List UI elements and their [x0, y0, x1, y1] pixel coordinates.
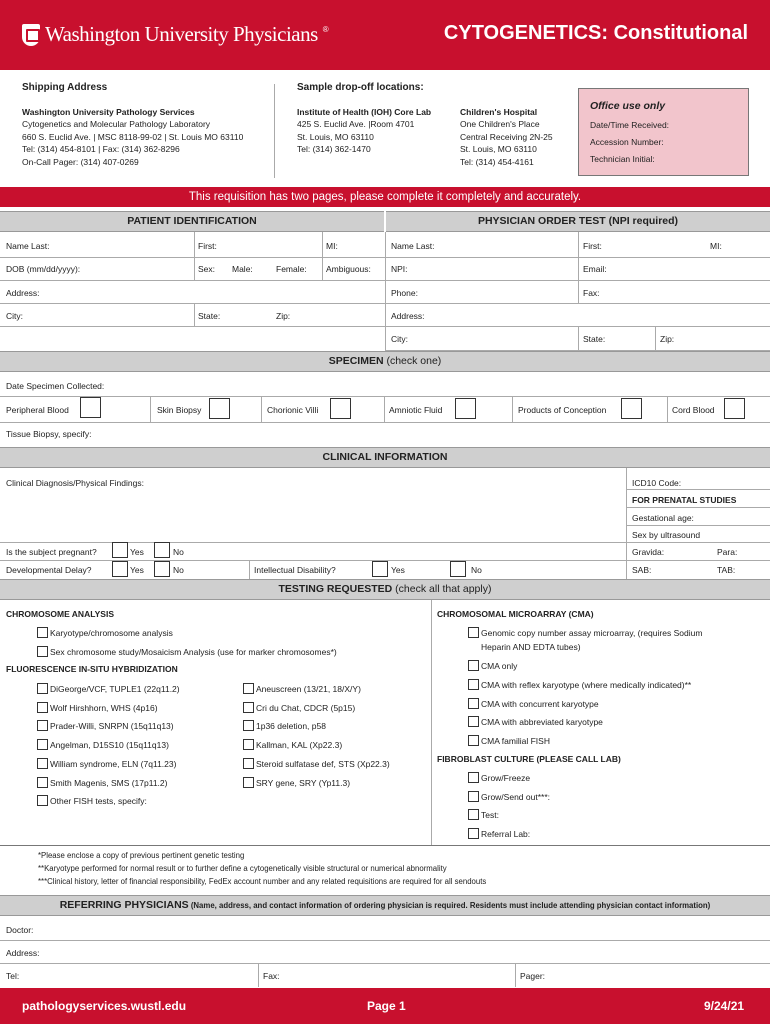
specimen-checkbox-3[interactable]: [455, 398, 476, 419]
specimen-checkbox-2[interactable]: [330, 398, 351, 419]
fish-left-checkbox-5[interactable]: [37, 777, 48, 788]
fish-heading: FLUORESCENCE IN-SITU HYBRIDIZATION: [6, 664, 178, 674]
fish-right-checkbox-0[interactable]: [243, 683, 254, 694]
logo-text: Washington University Physicians: [45, 22, 318, 46]
specimen-tissue[interactable]: Tissue Biopsy, specify:: [6, 429, 92, 439]
fish-left-label-3: Angelman, D15S10 (15q11q13): [50, 740, 169, 751]
clinical-gravida[interactable]: Gravida:: [632, 547, 665, 557]
physician-city[interactable]: City:: [391, 334, 408, 344]
cma-checkbox-2[interactable]: [468, 698, 479, 709]
specimen-type-2: Chorionic Villi: [267, 405, 319, 415]
intellectual-no-label: No: [471, 565, 482, 575]
pregnant-yes-label: Yes: [130, 547, 144, 557]
pregnant-yes-checkbox[interactable]: [112, 542, 128, 558]
ioh-name: Institute of Health (IOH) Core Lab: [297, 107, 432, 117]
ioh-line3: Tel: (314) 362-1470: [297, 144, 371, 154]
intellectual-no-checkbox[interactable]: [450, 561, 466, 577]
fish-left-label-1: Wolf Hirshhorn, WHS (4p16): [50, 702, 158, 713]
patient-address[interactable]: Address:: [6, 288, 40, 298]
clinical-para[interactable]: Para:: [717, 547, 738, 557]
patient-name-last[interactable]: Name Last:: [6, 241, 50, 251]
footer-page: Page 1: [367, 999, 406, 1013]
physician-heading: PHYSICIAN ORDER TEST (NPI required): [386, 211, 770, 232]
fish-left-label-2: Prader-Willi, SNRPN (15q11q13): [50, 721, 174, 732]
specimen-type-1: Skin Biopsy: [157, 405, 202, 415]
cma-label-2: CMA with concurrent karyotype: [481, 698, 599, 709]
logo: [22, 22, 329, 47]
fibroblast-heading: FIBROBLAST CULTURE (PLEASE CALL LAB): [437, 754, 621, 764]
physician-npi[interactable]: NPI:: [391, 264, 408, 274]
shipping-org: Washington University Pathology Services: [22, 107, 195, 117]
fib-label-3: Referral Lab:: [481, 828, 531, 839]
fib-checkbox-3[interactable]: [468, 828, 479, 839]
fish-right-checkbox-4[interactable]: [243, 758, 254, 769]
footnote-0: *Please enclose a copy of previous pertinent genetic testing: [38, 851, 245, 860]
delay-yes-checkbox[interactable]: [112, 561, 128, 577]
divider: [274, 84, 275, 178]
clinical-heading: CLINICAL INFORMATION: [0, 447, 770, 468]
fish-left-checkbox-3[interactable]: [37, 739, 48, 750]
patient-heading: PATIENT IDENTIFICATION: [0, 211, 384, 232]
specimen-checkbox-4[interactable]: [621, 398, 642, 419]
ch-name: Children's Hospital: [460, 107, 538, 117]
cma-label-4: CMA familial FISH: [481, 736, 550, 747]
document-title: CYTOGENETICS: Constitutional: [443, 22, 748, 44]
fish-right-label-0: Aneuscreen (13/21, 18/X/Y): [256, 684, 361, 694]
ch-line2: Central Receiving 2N-25: [460, 132, 553, 142]
cma-label-1: CMA with reflex karyotype (where medically indicated)**: [481, 679, 692, 690]
clinical-diagnosis[interactable]: Clinical Diagnosis/Physical Findings:: [6, 478, 144, 488]
specimen-type-3: Amniotic Fluid: [389, 405, 443, 415]
clinical-sab[interactable]: SAB:: [632, 565, 652, 575]
fib-checkbox-2[interactable]: [468, 809, 479, 820]
patient-sex: Sex:: [198, 264, 216, 274]
specimen-checkbox-0[interactable]: [80, 397, 101, 418]
office-tech[interactable]: Technician Initial:: [590, 154, 655, 164]
referring-heading: REFERRING PHYSICIANS (Name, address, and contact information of ordering physician is required. Residents must include attending physician contact information): [0, 895, 770, 916]
fish-right-checkbox-2[interactable]: [243, 720, 254, 731]
patient-first[interactable]: First:: [198, 241, 217, 251]
referring-address[interactable]: Address:: [6, 948, 40, 958]
cma-checkbox-3[interactable]: [468, 716, 479, 727]
footnote-1: **Karyotype performed for normal result or to further define a cytogenetically visible structural or numerical abnormality: [38, 864, 447, 873]
referring-fax[interactable]: Fax:: [263, 971, 280, 981]
cma-checkbox-1[interactable]: [468, 679, 479, 690]
patient-city[interactable]: City:: [6, 311, 23, 321]
patient-mi[interactable]: MI:: [326, 241, 338, 251]
patient-ambiguous[interactable]: Ambiguous:: [326, 264, 371, 274]
office-accession[interactable]: Accession Number:: [590, 137, 664, 147]
physician-email[interactable]: Email:: [583, 264, 607, 274]
fib-label-2: Test:: [481, 810, 499, 821]
testing-heading: TESTING REQUESTED (check all that apply): [0, 579, 770, 600]
fish-right-label-2: 1p36 deletion, p58: [256, 721, 326, 732]
shipping-heading: Shipping Address: [22, 82, 108, 93]
notice-banner: This requisition has two pages, please complete it completely and accurately.: [0, 187, 770, 207]
specimen-type-0: Peripheral Blood: [6, 405, 69, 415]
fish-left-checkbox-0[interactable]: [37, 683, 48, 694]
specimen-type-4: Products of Conception: [518, 405, 607, 415]
fish-right-checkbox-5[interactable]: [243, 777, 254, 788]
office-title: Office use only: [590, 100, 666, 112]
fib-label-1: Grow/Send out***:: [481, 791, 550, 802]
footer-bar: [0, 988, 770, 1024]
ch-line3: St. Louis, MO 63110: [460, 144, 537, 154]
chrom-checkbox-0[interactable]: [37, 627, 48, 638]
patient-zip[interactable]: Zip:: [276, 311, 291, 321]
shipping-line4: On-Call Pager: (314) 407-0269: [22, 157, 139, 167]
delay-yes-label: Yes: [130, 565, 144, 575]
clinical-pregnant: Is the subject pregnant?: [6, 547, 97, 557]
chromosome-analysis-heading: CHROMOSOME ANALYSIS: [6, 609, 114, 619]
fish-right-checkbox-1[interactable]: [243, 702, 254, 713]
intellectual-yes-checkbox[interactable]: [372, 561, 388, 577]
chrom-label-0: Karyotype/chromosome analysis: [50, 628, 173, 638]
specimen-checkbox-5[interactable]: [724, 398, 745, 419]
patient-male[interactable]: Male:: [232, 264, 253, 274]
fish-left-label-4: William syndrome, ELN (7q11.23): [50, 758, 177, 769]
clinical-sex-ultrasound[interactable]: Sex by ultrasound: [632, 530, 701, 540]
fish-left-checkbox-6[interactable]: [37, 795, 48, 806]
patient-state[interactable]: State:: [198, 311, 221, 321]
clinical-delay: Developmental Delay?: [6, 565, 92, 575]
physician-fax[interactable]: Fax:: [583, 288, 600, 298]
physician-first[interactable]: First:: [583, 241, 602, 251]
fish-left-checkbox-4[interactable]: [37, 758, 48, 769]
fish-right-checkbox-3[interactable]: [243, 739, 254, 750]
clinical-tab[interactable]: TAB:: [717, 565, 736, 575]
fish-right-label-3: Kallman, KAL (Xp22.3): [256, 740, 343, 751]
shipping-line3: Tel: (314) 454-8101 | Fax: (314) 362-8296: [22, 144, 180, 154]
fish-right-label-1: Cri du Chat, CDCR (5p15): [256, 702, 356, 713]
fish-left-label-6: Other FISH tests, specify:: [50, 796, 147, 807]
delay-no-label: No: [173, 565, 184, 575]
footnotes: [38, 849, 486, 888]
footer-date: 9/24/21: [704, 999, 745, 1013]
physician-phone[interactable]: Phone:: [391, 288, 418, 298]
fib-checkbox-1[interactable]: [468, 791, 479, 802]
shipping-line1: Cytogenetics and Molecular Pathology Laboratory: [22, 119, 211, 129]
specimen-heading: SPECIMEN (check one): [0, 351, 770, 372]
specimen-date[interactable]: Date Specimen Collected:: [6, 381, 105, 391]
specimen-checkbox-1[interactable]: [209, 398, 230, 419]
fish-right-label-5: SRY gene, SRY (Yp11.3): [256, 777, 351, 788]
fish-left-label-5: Smith Magenis, SMS (17p11.2): [50, 777, 168, 788]
office-received[interactable]: Date/Time Received:: [590, 120, 670, 130]
clinical-icd[interactable]: ICD10 Code:: [632, 478, 682, 488]
header-bar: [0, 0, 770, 70]
cma-heading: CHROMOSOMAL MICROARRAY (CMA): [437, 609, 594, 619]
pregnant-no-label: No: [173, 547, 184, 557]
fib-label-0: Grow/Freeze: [481, 773, 531, 783]
physician-address[interactable]: Address:: [391, 311, 425, 321]
chrom-label-1: Sex chromosome study/Mosaicism Analysis (use for marker chromosomes*): [50, 647, 337, 657]
cma-label-3: CMA with abbreviated karyotype: [481, 717, 603, 728]
fish-right-label-4: Steroid sulfatase def, STS (Xp22.3): [256, 758, 390, 769]
cma-label-0: CMA only: [481, 661, 518, 671]
fish-left-label-0: DiGeorge/VCF, TUPLE1 (22q11.2): [50, 684, 180, 694]
ioh-line1: 425 S. Euclid Ave. |Room 4701: [297, 119, 415, 129]
cma-genomic-label: Genomic copy number assay microarray, (requires Sodium: [481, 628, 703, 638]
pregnant-no-checkbox[interactable]: [154, 542, 170, 558]
registered-mark: ®: [322, 25, 329, 34]
patient-dob[interactable]: DOB (mm/dd/yyyy):: [6, 264, 81, 274]
fish-left-checkbox-2[interactable]: [37, 720, 48, 731]
dropoff-heading: Sample drop-off locations:: [297, 82, 424, 93]
referring-doctor[interactable]: Doctor:: [6, 925, 34, 935]
office-use-box: [578, 88, 749, 176]
physician-state[interactable]: State:: [583, 334, 606, 344]
ioh-line2: St. Louis, MO 63110: [297, 132, 374, 142]
fib-checkbox-0[interactable]: [468, 772, 479, 783]
referring-pager[interactable]: Pager:: [520, 971, 546, 981]
cma-checkbox-0[interactable]: [468, 660, 479, 671]
shield-icon: [22, 24, 40, 46]
ch-line1: One Children's Place: [460, 119, 540, 129]
clinical-prenatal: FOR PRENATAL STUDIES: [632, 495, 737, 505]
footer-site[interactable]: pathologyservices.wustl.edu: [22, 999, 187, 1013]
ch-line4: Tel: (314) 454-4161: [460, 157, 534, 167]
physician-zip[interactable]: Zip:: [660, 334, 675, 344]
cma-genomic-label-2: Heparin AND EDTA tubes): [481, 642, 581, 652]
physician-name-last[interactable]: Name Last:: [391, 241, 435, 251]
fish-left-checkbox-1[interactable]: [37, 702, 48, 713]
cma-checkbox-4[interactable]: [468, 735, 479, 746]
footnote-2: ***Clinical history, letter of financial responsibility, FedEx account number and any related requisitions are required for all sendouts: [38, 877, 487, 886]
intellectual-yes-label: Yes: [391, 565, 405, 575]
referring-tel[interactable]: Tel:: [6, 971, 20, 981]
physician-mi[interactable]: MI:: [710, 241, 722, 251]
patient-female[interactable]: Female:: [276, 264, 307, 274]
clinical-intellectual: Intellectual Disability?: [254, 565, 336, 575]
chrom-checkbox-1[interactable]: [37, 646, 48, 657]
delay-no-checkbox[interactable]: [154, 561, 170, 577]
specimen-type-5: Cord Blood: [672, 405, 715, 415]
shipping-line2: 660 S. Euclid Ave. | MSC 8118-99-02 | St. Louis MO 63110: [22, 132, 244, 142]
clinical-gestational[interactable]: Gestational age:: [632, 513, 694, 523]
cma-genomic-checkbox[interactable]: [468, 627, 479, 638]
